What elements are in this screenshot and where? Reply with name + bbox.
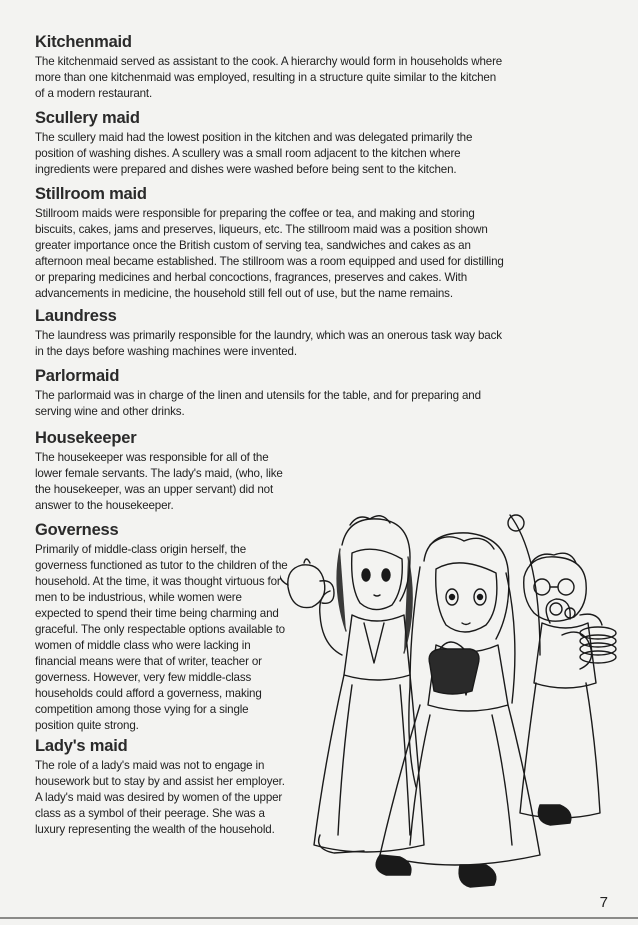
maids-illustration [280,505,620,900]
section-text: Stillroom maids were responsible for preparing the coffee or tea, and making and storing biscuits, cakes, jams and preserves, liqueurs, etc. The stillroom maid was a position shown greater importance once the British custom of serving tea, sandwiches and cakes as an afternoon meal became established. The stillroom was a room equipped and used for distilling or preparing medicines and herbal concoctions, fragrances, preserves and cakes. With advancements in medicine, the household still fell out of use, but the name remains. [35,207,504,300]
section-text: Primarily of middle-class origin herself, the governess functioned as tutor to the children of the household. At the time, it was thought virtuous for men to be industrious, while women were expected to spend their time being charming and graceful. The only respectable options available to women of middle class who were lacking in financial means were that of writer, teacher or governess. However, very few middle-class households could afford a governess, making competition among those vying for a single position quite strong. [35,543,288,732]
section-kitchenmaid [35,32,505,102]
section-text: The housekeeper was responsible for all of the lower female servants. The lady's maid, (who, like the housekeeper, was an upper servant) did not answer to the housekeeper. [35,451,283,512]
section-text: The laundress was primarily responsible for the laundry, which was an onerous task way back in the days before washing machines were invented. [35,329,502,358]
show-through-text [330,4,630,34]
right-maid-figure [520,553,616,825]
section-scullery-maid [35,108,505,178]
section-stillroom-maid [35,184,505,302]
page-bottom-rule [0,917,638,919]
section-title: Parlormaid [35,367,120,385]
section-text: The scullery maid had the lowest position in the kitchen and was delegated primarily the position of washing dishes. A scullery was a small room adjacent to the kitchen where ingredients were prepared and dishes were washed before being sent to the kitchen. [35,131,473,176]
section-text: The parlormaid was in charge of the linen and utensils for the table, and for preparing and serving wine and other drinks. [35,389,481,418]
section-title: Kitchenmaid [35,33,132,51]
section-ladys-maid [35,736,290,838]
section-title: Housekeeper [35,429,137,447]
section-title: Lady's maid [35,737,128,755]
section-laundress [35,306,505,360]
section-text: The role of a lady's maid was not to engage in housework but to stay by and assist her employer. A lady's maid was desired by women of the upper class as a symbol of their peerage. She was a luxury representing the wealth of the household. [35,759,285,836]
maid-with-teapot-figure [280,516,424,853]
section-title: Scullery maid [35,109,140,127]
section-title: Laundress [35,307,117,325]
section-text: The kitchenmaid served as assistant to the cook. A hierarchy would form in households where more than one kitchenmaid was employed, resulting in a structure quite similar to the kitchen of a modern restaurant. [35,55,503,100]
section-governess [35,520,290,734]
section-title: Governess [35,521,119,539]
section-housekeeper [35,428,290,514]
page-number: 7 [599,894,608,911]
section-parlormaid [35,366,505,420]
section-title: Stillroom maid [35,185,147,203]
